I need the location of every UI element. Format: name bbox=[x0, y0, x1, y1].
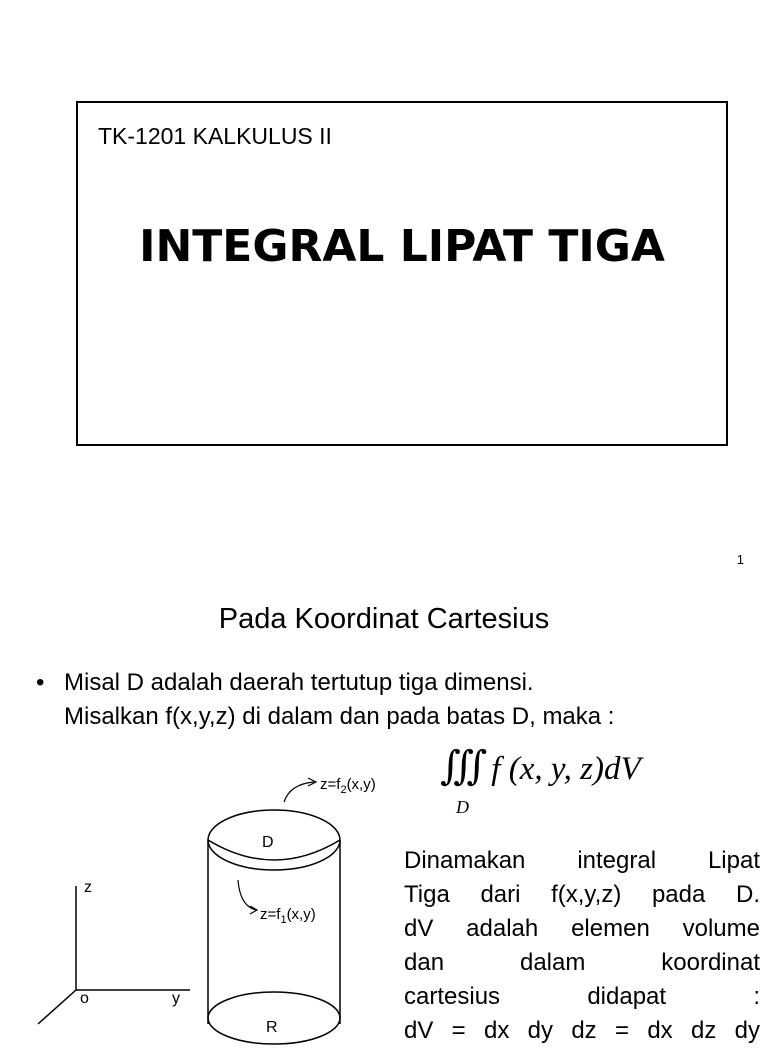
lower-arrowhead bbox=[250, 906, 257, 914]
region-diagram bbox=[0, 760, 400, 1036]
explanation-paragraph bbox=[404, 844, 760, 1048]
explanation-line: dV = dx dy dz = dx dz dy bbox=[404, 1017, 760, 1044]
integral-region-label: D bbox=[456, 797, 469, 817]
title-slide-box bbox=[76, 101, 728, 446]
top-ellipse bbox=[208, 810, 340, 870]
region-r-label: R bbox=[266, 1019, 278, 1036]
region-d-label: D bbox=[262, 834, 274, 851]
course-code: TK-1201 KALKULUS II bbox=[98, 123, 332, 149]
explanation-line: cartesius didapat : bbox=[404, 983, 760, 1010]
integrand: f (x, y, z)dV bbox=[491, 751, 641, 787]
y-axis-label: y bbox=[172, 990, 180, 1007]
z-axis-label: z bbox=[84, 879, 92, 896]
explanation-line: Tiga dari f(x,y,z) pada D. bbox=[404, 881, 760, 908]
upper-surface-label: $z=f_2(x,y)$ bbox=[320, 776, 376, 796]
bullet-marker: • bbox=[36, 669, 45, 696]
section-heading: Pada Koordinat Cartesius bbox=[218, 603, 550, 635]
explanation-line: dan dalam koordinat bbox=[404, 949, 760, 976]
triple-integral-formula bbox=[440, 742, 641, 789]
bullet-text-line-2: Misalkan f(x,y,z) di dalam dan pada batas D, maka : bbox=[64, 703, 615, 730]
bottom-ellipse bbox=[208, 992, 340, 1044]
main-title: INTEGRAL LIPAT TIGA bbox=[139, 221, 665, 272]
explanation-line: dV adalah elemen volume bbox=[404, 915, 760, 942]
lower-surface-label: $z=f_1(x,y)$ bbox=[260, 906, 316, 926]
origin-label: o bbox=[80, 990, 89, 1007]
explanation-line: Dinamakan integral Lipat bbox=[404, 847, 760, 874]
bullet-text-line-1: Misal D adalah daerah tertutup tiga dimensi. bbox=[64, 669, 534, 696]
triple-integral-sign: ∭ bbox=[440, 743, 474, 788]
x-axis bbox=[38, 990, 76, 1024]
page-number: 1 bbox=[736, 552, 744, 567]
top-surface-curve bbox=[208, 840, 340, 860]
lower-surface-arrow bbox=[238, 880, 256, 910]
